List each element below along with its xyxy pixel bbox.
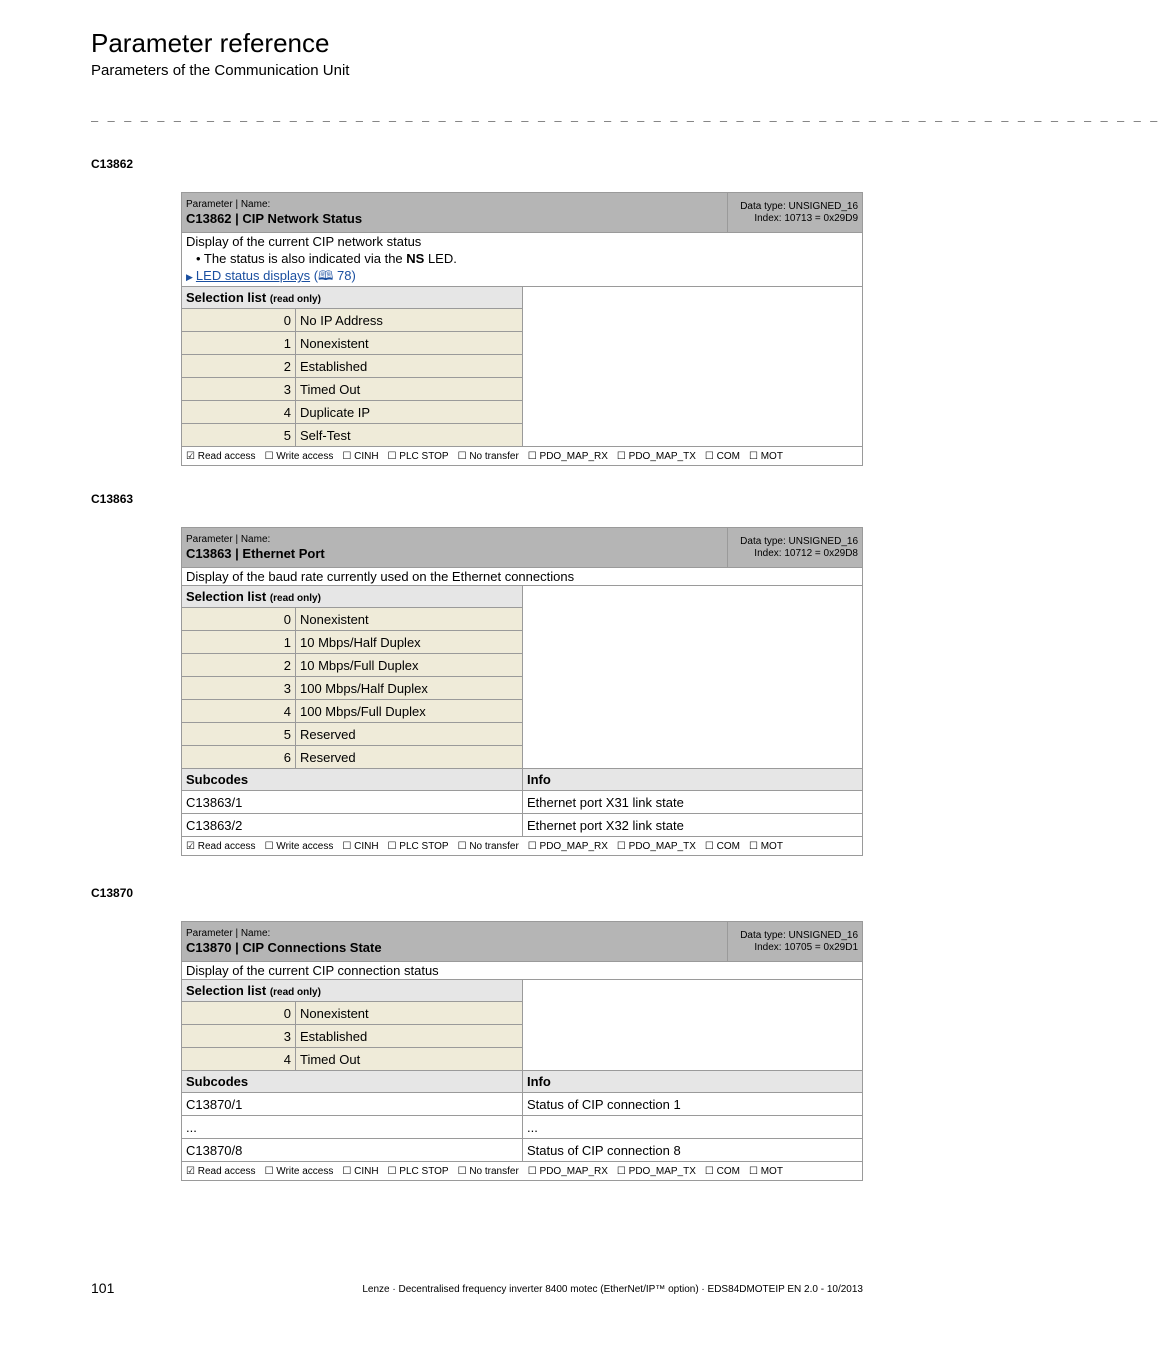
- subcode: C13870/1: [182, 1093, 523, 1116]
- blank-area: [523, 586, 863, 769]
- param-description: Display of the current CIP network status • The status is also indicated via the NS LED. ▶ LED status displays (🕮 78): [182, 233, 863, 287]
- param-header: Parameter | Name: C13863 | Ethernet Port: [182, 528, 728, 568]
- item-label: 100 Mbps/Full Duplex: [296, 700, 523, 723]
- book-icon: 🕮: [318, 268, 334, 283]
- subcode-info: Ethernet port X32 link state: [523, 814, 863, 837]
- item-label: Timed Out: [296, 1048, 523, 1071]
- led-status-link[interactable]: ▶ LED status displays (🕮 78): [186, 268, 356, 283]
- access-flags: ☑ Read access ☐ Write access ☐ CINH ☐ PLC STOP ☐ No transfer ☐ PDO_MAP_RX ☐ PDO_MAP_TX ☐ COM ☐ MOT: [182, 1162, 863, 1181]
- item-value: 6: [182, 746, 296, 769]
- param-table-c13870: [181, 921, 863, 1181]
- selection-list-header: Selection list (read only): [182, 287, 523, 309]
- param-table-c13862: [181, 192, 863, 466]
- item-label: 10 Mbps/Full Duplex: [296, 654, 523, 677]
- access-flags: ☑ Read access ☐ Write access ☐ CINH ☐ PLC STOP ☐ No transfer ☐ PDO_MAP_RX ☐ PDO_MAP_TX ☐ COM ☐ MOT: [182, 447, 863, 466]
- item-label: 10 Mbps/Half Duplex: [296, 631, 523, 654]
- param-description: Display of the baud rate currently used on the Ethernet connections: [182, 568, 863, 586]
- triangle-right-icon: ▶: [186, 272, 193, 282]
- section-label-c13870: C13870: [91, 886, 134, 900]
- item-label: No IP Address: [296, 309, 523, 332]
- param-datatype: Data type: UNSIGNED_16 Index: 10713 = 0x29D9: [728, 193, 863, 233]
- access-flags: ☑ Read access ☐ Write access ☐ CINH ☐ PLC STOP ☐ No transfer ☐ PDO_MAP_RX ☐ PDO_MAP_TX ☐ COM ☐ MOT: [182, 837, 863, 856]
- param-name: C13863 | Ethernet Port: [186, 545, 325, 561]
- param-header: Parameter | Name: C13870 | CIP Connections State: [182, 922, 728, 962]
- param-table-c13863: [181, 527, 863, 856]
- item-value: 3: [182, 677, 296, 700]
- item-value: 2: [182, 654, 296, 677]
- item-value: 4: [182, 1048, 296, 1071]
- dashed-rule: _ _ _ _ _ _ _ _ _ _ _ _ _ _ _ _ _ _ _ _ _ _ _ _ _ _ _ _ _ _ _ _ _ _ _ _ _ _ _ _ _ _ _ _ _ _ _ _ _ _ _ _ _ _ _ _ _ _ _ _ _ _ _ _ _: [91, 108, 1158, 122]
- subcode-info: ...: [523, 1116, 863, 1139]
- item-value: 3: [182, 378, 296, 401]
- item-value: 0: [182, 1002, 296, 1025]
- subcode: C13863/1: [182, 791, 523, 814]
- item-value: 3: [182, 1025, 296, 1048]
- item-value: 5: [182, 723, 296, 746]
- param-description: Display of the current CIP connection status: [182, 962, 863, 980]
- bullet-note: • The status is also indicated via the NS LED.: [196, 251, 457, 266]
- subcodes-header: Subcodes: [182, 1071, 523, 1093]
- item-value: 0: [182, 608, 296, 631]
- footer-text: Lenze · Decentralised frequency inverter 8400 motec (EtherNet/IP™ option) · EDS84DMOTEIP EN 2.0 - 10/2013: [362, 1284, 863, 1295]
- info-header: Info: [523, 769, 863, 791]
- item-label: 100 Mbps/Half Duplex: [296, 677, 523, 700]
- blank-area: [523, 287, 863, 447]
- param-name: C13870 | CIP Connections State: [186, 939, 382, 955]
- item-label: Nonexistent: [296, 608, 523, 631]
- subcode-info: Status of CIP connection 1: [523, 1093, 863, 1116]
- item-label: Reserved: [296, 746, 523, 769]
- subcodes-header: Subcodes: [182, 769, 523, 791]
- subcode: C13863/2: [182, 814, 523, 837]
- section-label-c13863: C13863: [91, 492, 134, 506]
- item-value: 1: [182, 631, 296, 654]
- item-label: Nonexistent: [296, 332, 523, 355]
- item-label: Established: [296, 355, 523, 378]
- item-label: Timed Out: [296, 378, 523, 401]
- subcode: C13870/8: [182, 1139, 523, 1162]
- param-header: Parameter | Name: C13862 | CIP Network Status: [182, 193, 728, 233]
- page-title: Parameter reference: [91, 28, 330, 58]
- selection-list-header: Selection list (read only): [182, 980, 523, 1002]
- item-value: 5: [182, 424, 296, 447]
- subcode-info: Ethernet port X31 link state: [523, 791, 863, 814]
- item-label: Duplicate IP: [296, 401, 523, 424]
- item-label: Self-Test: [296, 424, 523, 447]
- section-label-c13862: C13862: [91, 157, 134, 171]
- blank-area: [523, 980, 863, 1071]
- item-label: Nonexistent: [296, 1002, 523, 1025]
- item-value: 4: [182, 401, 296, 424]
- item-value: 1: [182, 332, 296, 355]
- item-label: Reserved: [296, 723, 523, 746]
- page-subtitle: Parameters of the Communication Unit: [91, 62, 350, 79]
- subcode: ...: [182, 1116, 523, 1139]
- selection-list-header: Selection list (read only): [182, 586, 523, 608]
- item-value: 2: [182, 355, 296, 378]
- item-value: 4: [182, 700, 296, 723]
- info-header: Info: [523, 1071, 863, 1093]
- param-datatype: Data type: UNSIGNED_16 Index: 10705 = 0x29D1: [728, 922, 863, 962]
- subcode-info: Status of CIP connection 8: [523, 1139, 863, 1162]
- page-number: 101: [91, 1280, 115, 1296]
- item-value: 0: [182, 309, 296, 332]
- item-label: Established: [296, 1025, 523, 1048]
- param-datatype: Data type: UNSIGNED_16 Index: 10712 = 0x29D8: [728, 528, 863, 568]
- param-name: C13862 | CIP Network Status: [186, 210, 363, 226]
